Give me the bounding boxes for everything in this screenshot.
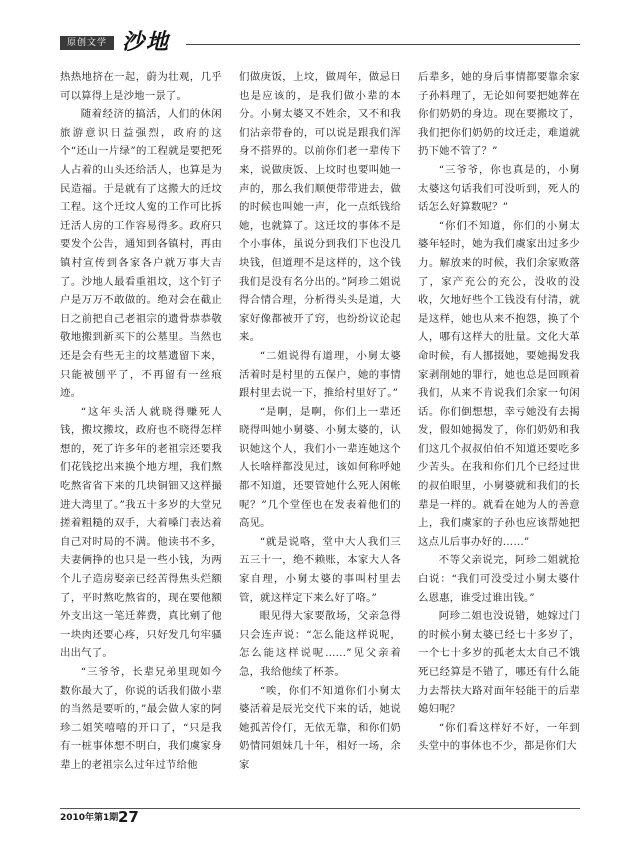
paragraph: “你们不知道，你们的小舅太婆年轻时，她为我们虞家出过多少力。解放来的时候，我们余家败落了，家产充公的充公，没收的没收，欠地好些个工钱没有付清，就是这样，她也从来不抱怨，换了个人，哪有这样大的肚量。文化大革命时候，有人挪掇她，要她揭发我家剥削她的罪行，她也总是回顾着我们，从来不肯说我们余家一句闲话。你们倒想想，幸亏她没有去揭发，假如她揭发了，你们奶奶和我们这几个叔叔伯伯不知道还要吃多少苦头。在我和你们几个已经过世的叔伯眼里，小舅婆就和我们的长辈是一样的。就看在她为人的善意上，我们虞家的子孙也应该帮她把这点儿后事办好的……” bbox=[418, 219, 580, 548]
paragraph: “是啊，是啊，你们上一辈还晓得叫她小舅婆、小舅太婆的，认识她这个人，我们小一辈连她这个人长啥样都没见过，该如何称呼她都不知道，还要管她什么死人闲帐呢？”几个堂侄也在发表着他们的高见。 bbox=[239, 405, 401, 530]
issue-label: 2010年第1期 bbox=[60, 813, 119, 823]
column-2 bbox=[239, 68, 401, 792]
paragraph: 阿珍二姐也没说错，她嫁过门的时候小舅太婆已经七十多岁了，一个七十多岁的孤老太太自己不饿死已经算是不错了，哪还有什么能力去帮扶大路对面年轻能干的后辈媳妇呢？ bbox=[418, 610, 580, 716]
paragraph: “三爷爷，长辈兄弟里现如今数你最大了，你说的话我们做小辈的当然是要听的，”最会做人家的阿珍二姐笑嘻嘻的开口了，“只是我有一桩事体想不明白，我们虞家身辈上的老祖宗么过年过节给他 bbox=[60, 666, 222, 771]
paragraph: “这年头活人就晓得赚死人钱，搬坟搬坟，政府也不晓得怎样想的，死了许多年的老祖宗还要我们花钱挖出来换个地方埋，我们熬吃熬省省下来的几块铜钿又这样撮进大湾里了。”我五十多岁的大堂兄搓着粗糙的双手，大着嗓门表达着自己对时局的不满。他读书不多，夫妻俩挣的也只是一些小钱，为两个儿子造房娶亲已经苦得焦头烂额了，平时熬吃熬省的，现在要他额外支出这一笔迁葬费，真比剜了他一块肉还要心疼，只好发几句牢骚出出气了。 bbox=[60, 405, 222, 660]
header-rule bbox=[186, 44, 580, 45]
page-header bbox=[60, 28, 580, 58]
paragraph: “就是说咯，堂中大人我们三五三十一，绝不赖账，本家大人各家自理，小舅太婆的事叫村里去管，就这样定下来么好了咯。” bbox=[239, 535, 401, 604]
article-body bbox=[60, 68, 580, 792]
paragraph: “二姐说得有道理，小舅太婆活着时是村里的五保户，她的事情跟村里去说一下，推给村里好了。” bbox=[239, 349, 401, 400]
paragraph: “三爷爷，你也真是的，小舅太婆这句话我们可没听到，死人的话怎么好算数呢？” bbox=[418, 163, 580, 214]
paragraph: “唉，你们不知道你们小舅太婆活着是辰光交代下来的话，她说她孤苦伶仃，无依无靠，和你们奶奶情同姐妹几十年，相好一场，余家 bbox=[239, 684, 401, 771]
paragraph: 后辈多，她的身后事情都要靠余家子孙料理了，无论如何要把她葬在你们奶奶的身边。现在要搬坟了，我们把你们奶奶的坟迁走，难道就扔下她不管了？” bbox=[418, 71, 580, 158]
column-1 bbox=[60, 68, 222, 792]
section-tag: 原创文学 bbox=[60, 36, 114, 50]
paragraph: “你们看这样好不好，一年到头堂中的事体也不少，都是你们大 bbox=[418, 721, 580, 753]
paragraph: 热热地挤在一起，蔚为壮观，几乎可以算得上是沙地一景了。 bbox=[60, 71, 222, 102]
column-3 bbox=[418, 68, 580, 792]
paragraph: 不等父亲说完，阿珍二姐就抢白说：“我们可没受过小舅太婆什么恩惠，谁受过谁出钱。” bbox=[418, 554, 580, 604]
paragraph: 眼见得大家要散场，父亲急得只会连声说：“怎么能这样说呢，怎么能这样说呢……”见父亲着急，我给他续了杯茶。 bbox=[239, 610, 401, 678]
paragraph: 们做庚饭，上坟，做周年，做忌日也是应该的，是我们做小辈的本分。小舅太婆又不姓余，又不和我们沾亲带眷的，可以说是跟我们浑身不搭界的。以前你们老一辈传下来，说做庚饭、上坟时也要叫她一声的，那么我们顺便带带进去，做的时候也叫她一声，化一点纸钱给她，也就算了。这迁坟的事体不是个小事体，虽说分到我们下也没几块钱，但道理不是这样的，这个钱我们是没有名分出的。”阿珍二姐说得合情合理，分析得头头是道，大家好像都被开了窍，也纷纷议论起来。 bbox=[239, 71, 401, 344]
page-number: 27 bbox=[118, 808, 139, 826]
magazine-logo: 沙地 bbox=[122, 29, 171, 55]
page-footer bbox=[60, 808, 580, 826]
paragraph: 随着经济的搞活，人们的休闲旅游意识日益强烈，政府的这个“还山一片绿”的工程就是要把死人占着的山头还给活人，也算是为民造福。于是就有了这搬大的迁坟工程。这个迁坟人寃的工作可比拆迁活人房的工作容易得多。政府只要发个公告，通知到各镇村，再由镇村宣传到各家各户就万事大吉了。沙地人最看重祖坟，这个钉子户是万万不敢做的。绝对会在截止日之前把自己老祖宗的遗骨恭恭敬敬地搬到新买下的公墓里。当然也还是会有些无主的坟墓遗留下来，只能被刨平了，不再留有一丝痕迹。 bbox=[60, 108, 222, 400]
